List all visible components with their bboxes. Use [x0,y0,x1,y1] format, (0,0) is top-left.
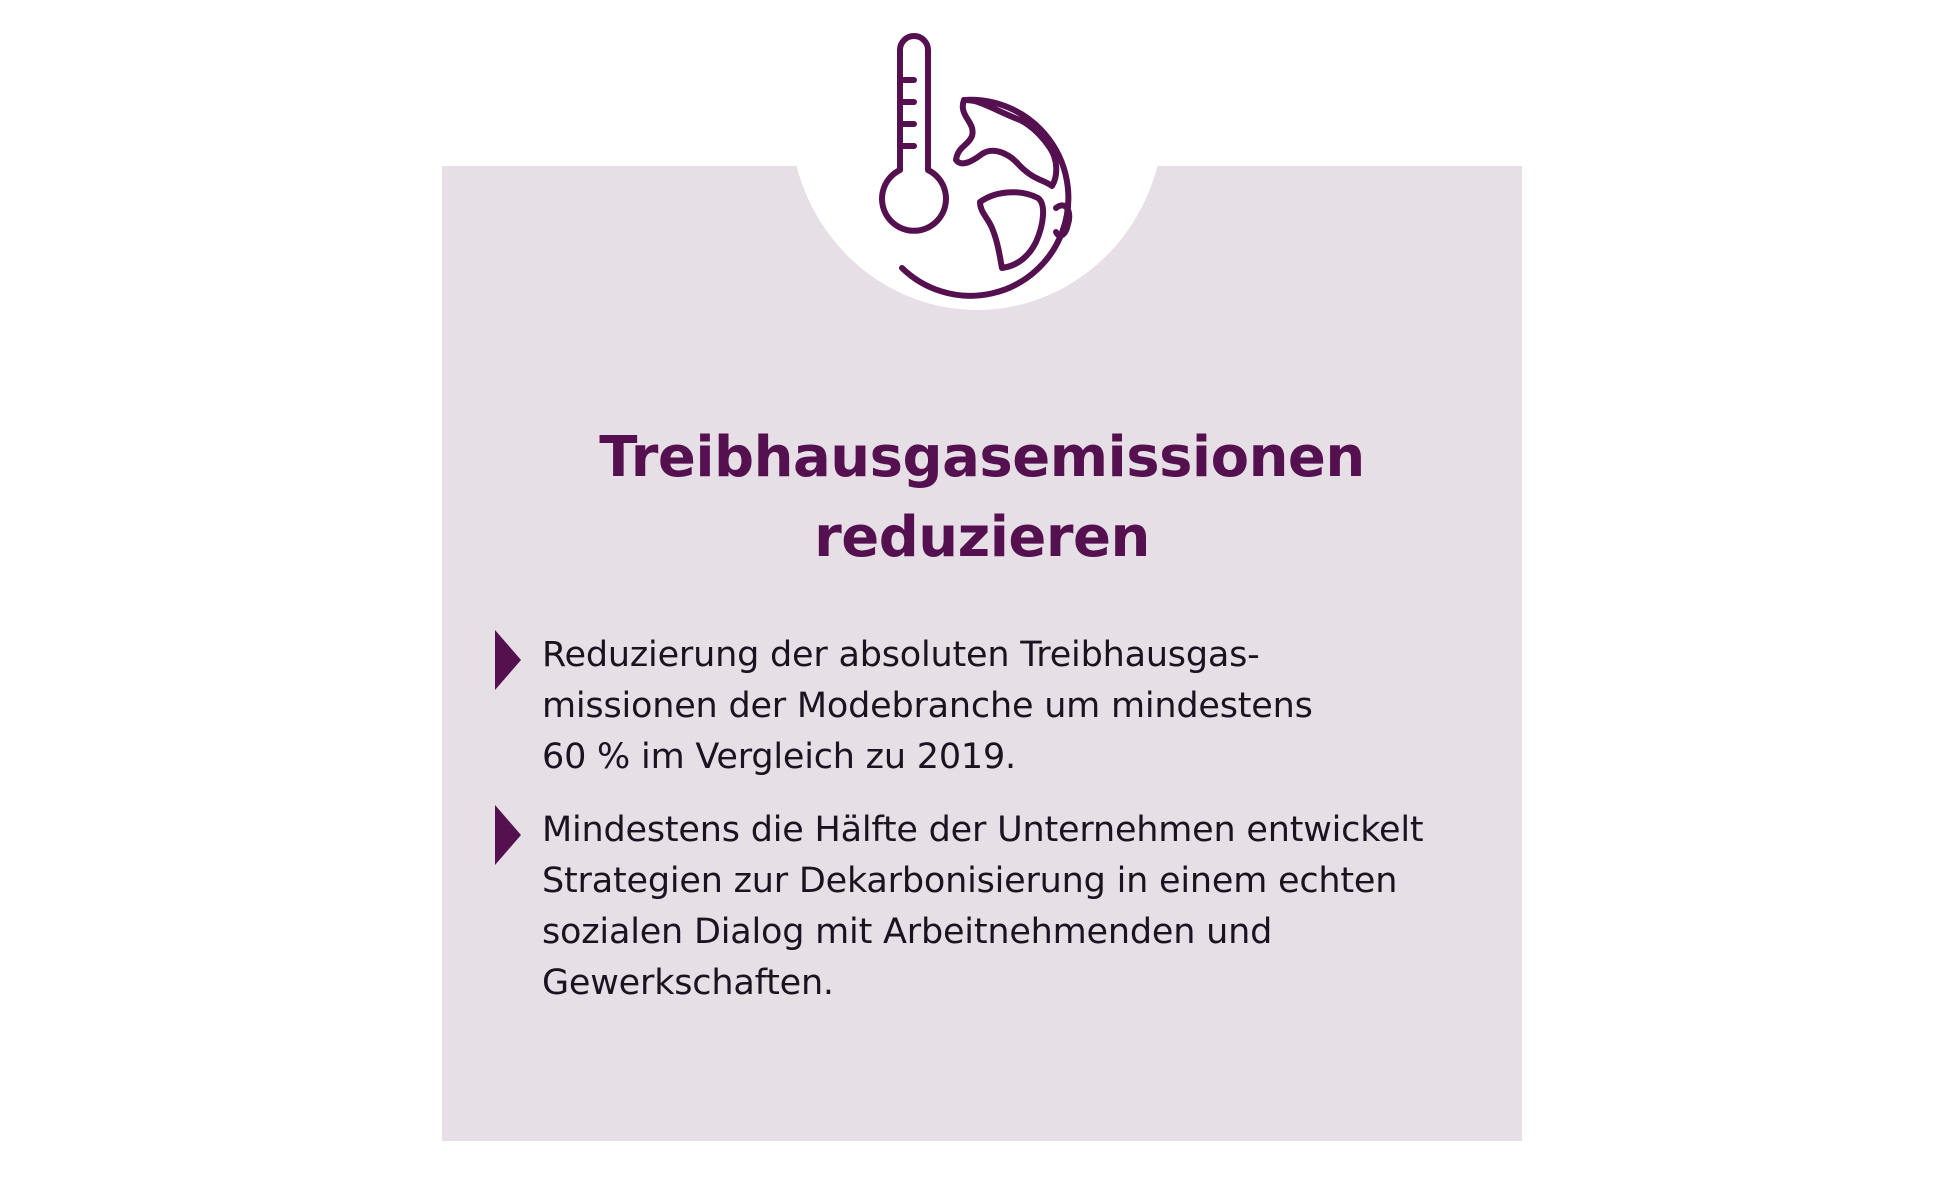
card-heading [442,418,1522,578]
goal-list [495,630,1495,1031]
bullet-line: Mindestens die Hälfte der Unternehmen entwickelt [542,810,1424,850]
triangle-bullet-icon [495,805,521,865]
bullet-line: missionen der Modebranche um mindestens [542,686,1313,726]
list-item [495,805,1495,1009]
heading-line-1: Treibhausgasemissionen [599,425,1365,490]
bullet-line: Gewerkschaften. [542,963,834,1003]
heading-line-2: reduzieren [814,505,1150,570]
triangle-bullet-icon [495,630,521,690]
bullet-line: Strategien zur Dekarbonisierung in einem echten [542,861,1398,901]
list-item [495,630,1495,783]
bullet-line: sozialen Dialog mit Arbeitnehmenden und [542,912,1273,952]
bullet-line: 60 % im Vergleich zu 2019. [542,737,1016,777]
thermometer-globe-icon [860,30,1100,310]
bullet-line: Reduzierung der absoluten Treibhausgas- [542,635,1260,675]
